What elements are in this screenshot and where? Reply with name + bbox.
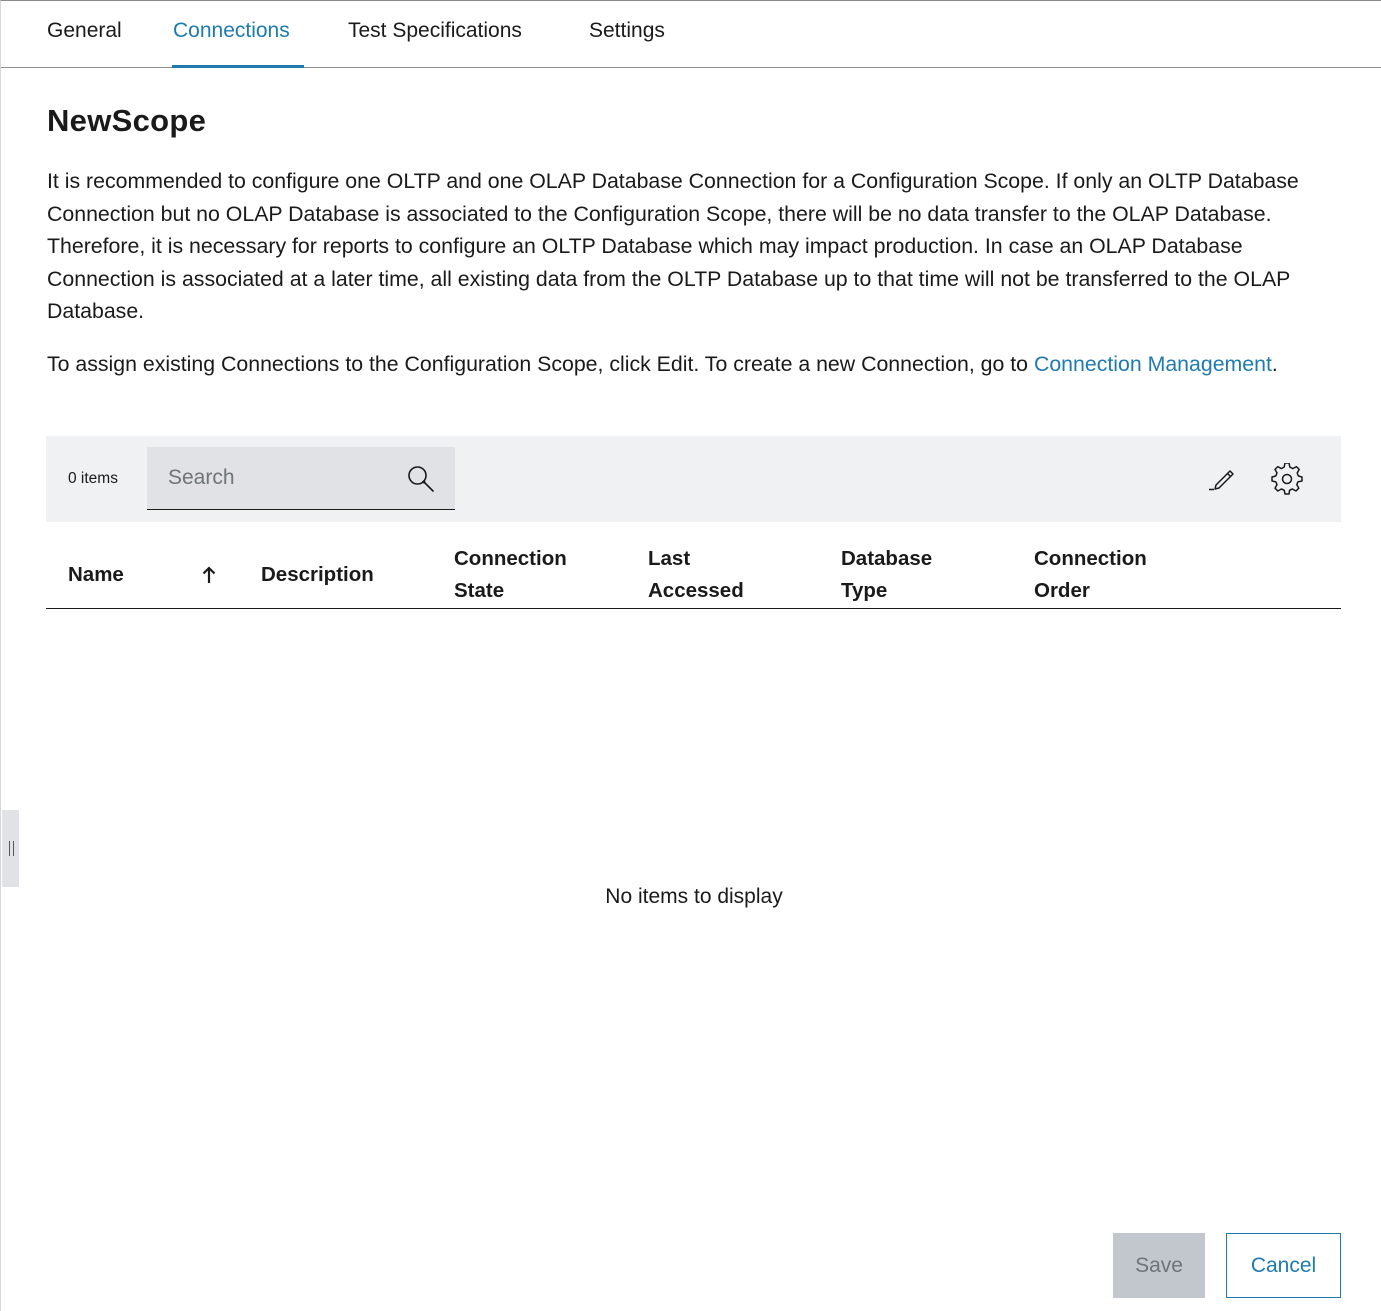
assign-text: To assign existing Connections to the Configuration Scope, click Edit. To create a new Connection, go to — [47, 352, 1034, 376]
column-header-connection-order[interactable] — [1034, 543, 1147, 607]
column-database-type-line1: Database — [841, 547, 933, 570]
gear-icon[interactable] — [1271, 463, 1303, 495]
table-toolbar — [46, 436, 1341, 522]
search-icon[interactable] — [406, 464, 436, 494]
column-description-label: Description — [261, 563, 374, 586]
page-title: NewScope — [47, 103, 207, 138]
column-last-accessed-line2: Accessed — [648, 579, 744, 602]
active-tab-indicator — [172, 65, 304, 68]
tab-connections[interactable]: Connections — [173, 19, 290, 42]
arrow-up-icon[interactable] — [200, 565, 218, 585]
tab-bar — [1, 1, 1381, 68]
column-header-description[interactable] — [261, 559, 374, 591]
tab-general[interactable]: General — [47, 19, 122, 42]
column-name-label: Name — [68, 563, 124, 586]
search-input[interactable] — [147, 447, 397, 509]
column-connection-order-line2: Order — [1034, 579, 1090, 602]
column-last-accessed-line1: Last — [648, 547, 691, 570]
item-count: 0 items — [68, 470, 118, 487]
connection-management-link[interactable]: Connection Management — [1033, 352, 1272, 376]
assign-end: . — [1271, 352, 1278, 376]
table-header — [46, 536, 1341, 609]
column-connection-state-line1: Connection — [454, 547, 567, 570]
column-database-type-line2: Type — [841, 579, 888, 602]
drag-handle-icon[interactable] — [2, 810, 19, 887]
cancel-button[interactable]: Cancel — [1226, 1233, 1341, 1298]
tab-settings[interactable]: Settings — [589, 19, 665, 42]
column-connection-order-line1: Connection — [1034, 547, 1147, 570]
recommendation-text: It is recommended to configure one OLTP and one OLAP Database Connection for a Configuration Scope. If only an OLTP Database Connection but no OLAP Database is associated to the Configuration Scope, there will be no data transfer to the OLAP Database. Therefore, it is necessary for reports to configure an OLTP Database which may impact production. In case an OLAP Database Connection is associated at a later time, all existing data from the OLTP Database up to that time will not be transferred to the OLAP Database. — [47, 169, 1299, 323]
pencil-icon[interactable] — [1206, 463, 1238, 495]
column-connection-state-line2: State — [454, 579, 505, 602]
column-header-database-type[interactable] — [841, 543, 932, 607]
assign-instructions — [47, 348, 1347, 381]
empty-table-message: No items to display — [605, 885, 783, 908]
tab-test-specifications[interactable]: Test Specifications — [348, 19, 522, 42]
column-header-last-accessed[interactable] — [648, 543, 744, 607]
search-box — [147, 447, 455, 510]
save-button[interactable]: Save — [1113, 1233, 1205, 1298]
column-header-name[interactable] — [68, 559, 124, 591]
column-header-connection-state[interactable] — [454, 543, 567, 607]
